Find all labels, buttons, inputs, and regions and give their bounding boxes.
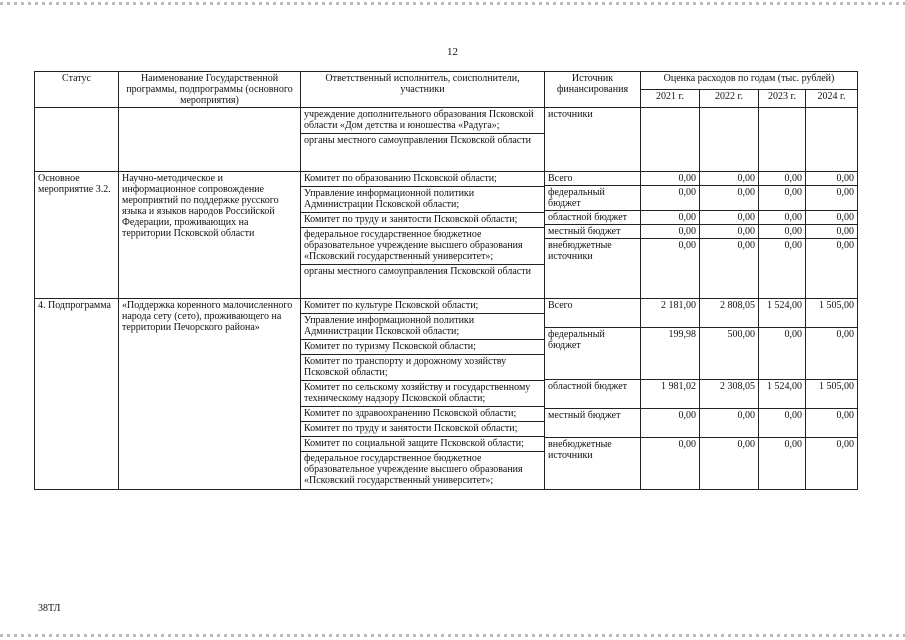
- executor-item: учреждение дополнительного образования Псковской области «Дом детства и юношества «Радуга»;: [304, 109, 534, 131]
- source-cell: внебюджетные источники: [545, 239, 641, 299]
- scan-edge-bottom: [0, 634, 905, 637]
- value-cell: 2 808,05: [700, 299, 759, 328]
- value-cell: 0,00: [700, 172, 759, 186]
- executor-item: Комитет по социальной защите Псковской области;: [301, 436, 544, 451]
- value-cell: 1 524,00: [759, 379, 806, 408]
- value-cell: 0,00: [759, 328, 806, 380]
- block1-status: Основное мероприятие 3.2.: [35, 172, 119, 299]
- value-cell: 0,00: [641, 409, 700, 438]
- value-cell: 0,00: [641, 225, 700, 239]
- value-cell: 0,00: [641, 211, 700, 225]
- block2-name: «Поддержка коренного малочисленного народа сету (сето), проживающего на территории Печорского района»: [119, 299, 301, 490]
- value-cell: 0,00: [700, 239, 759, 299]
- executor-item: органы местного самоуправления Псковской области: [301, 264, 544, 279]
- value-cell: 0,00: [700, 409, 759, 438]
- header-status: Статус: [35, 72, 119, 108]
- value-cell: 0,00: [759, 225, 806, 239]
- table-row: [35, 299, 858, 328]
- value-cell: 0,00: [806, 438, 858, 490]
- cont-status: [35, 108, 119, 172]
- header-estimate: Оценка расходов по годам (тыс. рублей): [641, 72, 858, 90]
- source-cell: областной бюджет: [545, 379, 641, 408]
- value-cell: 0,00: [806, 328, 858, 380]
- executor-item: федеральное государственное бюджетное образовательное учреждение высшего образования «Псковский государственный университет»;: [301, 227, 544, 264]
- block1-executors: [301, 172, 545, 299]
- scan-edge-top: [0, 2, 905, 5]
- page-number: 12: [447, 46, 458, 58]
- value-cell: 0,00: [641, 186, 700, 211]
- header-year-2024: 2024 г.: [806, 90, 858, 108]
- header-year-2021: 2021 г.: [641, 90, 700, 108]
- value-cell: 0,00: [759, 239, 806, 299]
- source-cell: федеральный бюджет: [545, 328, 641, 380]
- source-cell: федеральный бюджет: [545, 186, 641, 211]
- value-cell: 1 505,00: [806, 299, 858, 328]
- value-cell: 0,00: [641, 172, 700, 186]
- header-executor: Ответственный исполнитель, соисполнители, участники: [301, 72, 545, 108]
- header-name: Наименование Государственной программы, подпрограммы (основного мероприятия): [119, 72, 301, 108]
- block2-status: 4. Подпрограмма: [35, 299, 119, 490]
- header-year-2023: 2023 г.: [759, 90, 806, 108]
- value-cell: 0,00: [759, 186, 806, 211]
- executor-item: Комитет по труду и занятости Псковской области;: [301, 212, 544, 227]
- source-cell: местный бюджет: [545, 225, 641, 239]
- executor-item: федеральное государственное бюджетное образовательное учреждение высшего образования «Псковский государственный университет»;: [301, 451, 544, 488]
- executor-item: Комитет по образованию Псковской области;: [304, 173, 497, 184]
- header-source: Источник финансирования: [545, 72, 641, 108]
- value-cell: 0,00: [806, 211, 858, 225]
- value-cell: 0,00: [806, 172, 858, 186]
- footer-code: 38ТЛ: [38, 603, 61, 614]
- value-cell: 0,00: [700, 211, 759, 225]
- budget-table: [34, 71, 858, 490]
- value-cell: 0,00: [700, 225, 759, 239]
- value-cell: 0,00: [641, 239, 700, 299]
- value-cell: 0,00: [759, 211, 806, 225]
- value-cell: 0,00: [806, 186, 858, 211]
- source-cell: областной бюджет: [545, 211, 641, 225]
- value-cell: 0,00: [806, 225, 858, 239]
- executor-item: Управление информационной политики Администрации Псковской области;: [301, 313, 544, 339]
- value-cell: 0,00: [759, 172, 806, 186]
- executor-item: Комитет по сельскому хозяйству и государственному техническому надзору Псковской области;: [301, 380, 544, 406]
- value-cell: 199,98: [641, 328, 700, 380]
- executor-item: Комитет по здравоохранению Псковской области;: [301, 406, 544, 421]
- executor-item: Комитет по труду и занятости Псковской области;: [301, 421, 544, 436]
- cont-source: источники: [545, 108, 641, 172]
- header-year-2022: 2022 г.: [700, 90, 759, 108]
- cont-executors: [301, 108, 545, 172]
- executor-item: Комитет по транспорту и дорожному хозяйству Псковской области;: [301, 354, 544, 380]
- executor-item: Комитет по туризму Псковской области;: [301, 339, 544, 354]
- value-cell: 1 505,00: [806, 379, 858, 408]
- value-cell: 0,00: [806, 409, 858, 438]
- value-cell: 0,00: [806, 239, 858, 299]
- value-cell: 2 181,00: [641, 299, 700, 328]
- value-cell: 500,00: [700, 328, 759, 380]
- table-row-continuation: [35, 108, 858, 172]
- value-cell: 0,00: [700, 438, 759, 490]
- cont-name: [119, 108, 301, 172]
- value-cell: 0,00: [641, 438, 700, 490]
- source-cell: местный бюджет: [545, 409, 641, 438]
- value-cell: 1 524,00: [759, 299, 806, 328]
- value-cell: 0,00: [759, 438, 806, 490]
- value-cell: 0,00: [700, 186, 759, 211]
- block1-name: Научно-методическое и информационное сопровождение мероприятий по поддержке русского языка и языков народов Российской Федерации, проживающих на территории Псковской области: [119, 172, 301, 299]
- source-cell: Всего: [545, 299, 641, 328]
- value-cell: 0,00: [759, 409, 806, 438]
- value-cell: 1 981,02: [641, 379, 700, 408]
- executor-item: Управление информационной политики Администрации Псковской области;: [301, 186, 544, 212]
- value-cell: 2 308,05: [700, 379, 759, 408]
- block2-executors: [301, 299, 545, 490]
- executor-item: органы местного самоуправления Псковской области: [301, 133, 544, 148]
- source-cell: внебюджетные источники: [545, 438, 641, 490]
- table-row: [35, 172, 858, 186]
- source-cell: Всего: [545, 172, 641, 186]
- executor-item: Комитет по культуре Псковской области;: [304, 300, 479, 311]
